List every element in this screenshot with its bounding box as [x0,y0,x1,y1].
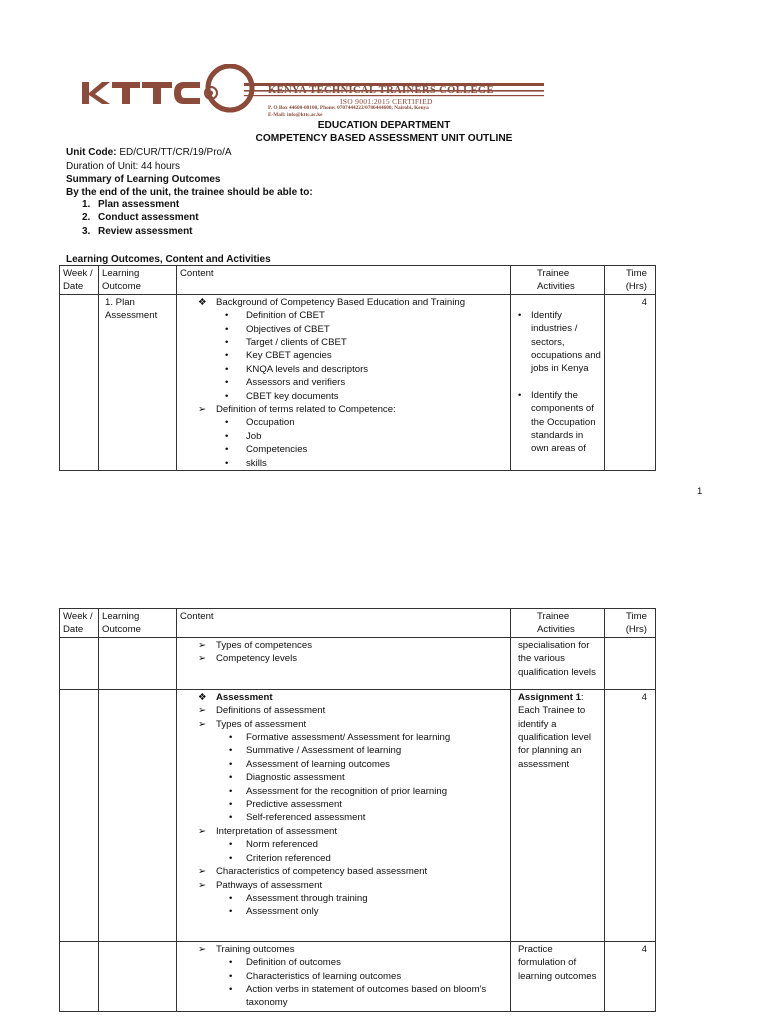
bullet-icon: • [229,906,233,918]
bullet-icon: • [229,758,233,770]
table-row [60,941,656,1011]
outline-title: COMPETENCY BASED ASSESSMENT UNIT OUTLINE [255,133,513,144]
list-item [180,639,507,652]
objective-item [82,198,199,211]
table-heading: Learning Outcomes, Content and Activities [66,253,271,265]
table-row [60,294,656,470]
activities-cell [511,941,605,1011]
content-text: Assessment only [246,906,319,918]
week-cell [60,941,99,1011]
header-trainee-activities: Trainee Activities [511,609,605,638]
list-item [180,718,507,731]
list-item [180,363,507,376]
content-text: Characteristics of competency based assessment [216,866,428,878]
list-item [180,457,507,470]
content-text: CBET key documents [246,390,339,402]
unit-duration: Duration of Unit: 44 hours [66,160,180,172]
page-number: 1 [697,486,703,497]
content-text: Self-referenced assessment [246,812,366,824]
content-cell [177,689,511,941]
list-item [180,825,507,838]
list-item [180,731,507,744]
time-cell: 4 [605,294,656,470]
bullet-icon: • [225,430,229,442]
content-text: Key CBET agencies [246,350,332,362]
bullet-icon: • [225,457,229,469]
content-text: Target / clients of CBET [246,337,347,349]
list-item [180,970,507,983]
activity-text: specialisation for the various qualification levels [518,639,596,678]
bullet-icon: • [229,799,233,811]
time-cell: 4 [605,689,656,941]
list-item [180,390,507,403]
arrow-bullet-icon: ➢ [198,653,207,665]
content-text: Assessment through training [246,892,368,904]
table-header-row [60,609,656,638]
content-text: Definitions of assessment [216,705,326,717]
arrow-bullet-icon: ➢ [198,879,207,891]
arrow-bullet-icon: ➢ [198,404,207,416]
bullet-icon: • [229,785,233,797]
content-text: Definition of CBET [246,310,325,322]
college-address: P. O Box 44600-00100, Phone: 0707444222/0786444600, Nairobi, Kenya [268,105,429,111]
college-email: E-Mail: info@kttc.ac.ke [268,111,323,118]
content-list [180,943,507,1010]
week-cell [60,637,99,689]
time-cell [605,637,656,689]
content-text: Diagnostic assessment [246,772,345,784]
bullet-icon: • [229,852,233,864]
content-text: Assessment [216,691,273,703]
department-title: EDUCATION DEPARTMENT [317,120,451,131]
arrow-bullet-icon: ➢ [198,943,207,955]
list-item [180,376,507,389]
objective-text: Conduct assessment [98,212,199,224]
activities-cell [511,294,605,470]
content-text: Pathways of assessment [216,879,323,891]
list-item [180,349,507,362]
list-item [180,403,507,416]
iso-certification: ISO 9001:2015 CERTIFIED [340,97,433,106]
list-item [180,892,507,905]
content-text: Interpretation of assessment [216,825,338,837]
arrow-bullet-icon: ➢ [198,825,207,837]
arrow-bullet-icon: ➢ [198,705,207,717]
content-text: Summative / Assessment of learning [246,745,402,757]
table-header-row [60,266,656,295]
unit-code [66,146,232,159]
unit-code-value: ED/CUR/TT/CR/19/Pro/A [116,147,232,158]
content-text: Action verbs in statement of outcomes based on bloom's taxonomy [246,984,487,1009]
content-text: Occupation [246,417,295,429]
activity-text: Identify industries / sectors, occupations and jobs in Kenya [531,309,601,375]
assignment-colon: : [580,691,584,703]
time-cell: 4 [605,941,656,1011]
list-item [180,758,507,771]
bullet-icon: • [518,389,522,401]
outcome-cell [99,941,177,1011]
bullet-icon: • [229,970,233,982]
objective-number: 2. [82,212,91,224]
list-item [180,811,507,824]
content-text: Criterion referenced [246,852,331,864]
header-outcome: Learning Outcome [99,266,177,295]
bullet-icon: • [225,363,229,375]
bullet-icon: • [229,772,233,784]
content-list [180,639,507,666]
content-text: Competencies [246,444,308,456]
list-item [180,744,507,757]
bullet-icon: • [225,337,229,349]
content-text: Formative assessment/ Assessment for learning [246,732,451,744]
header-time: Time (Hrs) [605,609,656,638]
college-name: KENYA TECHNICAL TRAINERS COLLEGE [268,85,494,96]
content-text: Types of competences [216,639,312,651]
list-item [180,336,507,349]
diamond-bullet-icon: ❖ [198,691,207,703]
list-item [514,389,601,456]
bullet-icon: • [518,309,522,321]
content-text: Norm referenced [246,839,318,851]
list-item [180,691,507,704]
content-text: Types of assessment [216,718,307,730]
bullet-icon: • [229,957,233,969]
list-item [180,309,507,322]
header-content: Content [177,609,511,638]
content-list [180,691,507,919]
outline-table-1 [59,265,656,471]
list-item [514,309,601,376]
bullet-icon: • [229,812,233,824]
arrow-bullet-icon: ➢ [198,718,207,730]
list-item [180,879,507,892]
outcome-cell [99,294,177,470]
arrow-bullet-icon: ➢ [198,639,207,651]
diamond-bullet-icon: ❖ [198,296,207,308]
list-item [180,983,507,1010]
content-text: Assessment of learning outcomes [246,758,390,770]
bullet-icon: • [225,350,229,362]
bullet-icon: • [225,310,229,322]
header-trainee-activities: Trainee Activities [511,266,605,295]
list-item [180,443,507,456]
bullet-icon: • [225,417,229,429]
objective-text: Review assessment [98,225,193,237]
list-item [180,956,507,969]
content-text: Characteristics of learning outcomes [246,970,402,982]
content-text: Objectives of CBET [246,323,330,335]
content-text: Definition of outcomes [246,957,341,969]
assignment-label: Assignment 1 [518,691,581,703]
week-cell [60,294,99,470]
bullet-icon: • [229,892,233,904]
bullet-icon: • [225,323,229,335]
summary-heading: Summary of Learning Outcomes [66,173,221,185]
outline-table-2 [59,608,656,1012]
unit-code-label: Unit Code: [66,147,117,158]
content-text: Job [246,430,262,442]
objective-item [82,225,199,238]
header-outcome: Learning Outcome [99,609,177,638]
content-text: KNQA levels and descriptors [246,363,369,375]
bullet-icon: • [225,390,229,402]
objective-item [82,211,199,224]
table-row [60,637,656,689]
list-item [180,771,507,784]
activities-cell [511,637,605,689]
outcome-cell [99,689,177,941]
bullet-icon: • [229,839,233,851]
week-cell [60,689,99,941]
assignment-text: Each Trainee to identify a qualification level for planning an assessment [518,705,592,770]
list-item [180,430,507,443]
header-content: Content [177,266,511,295]
header-time: Time (Hrs) [605,266,656,295]
bullet-icon: • [225,377,229,389]
objective-text: Plan assessment [98,199,180,210]
content-text: Predictive assessment [246,799,342,811]
table-row [60,689,656,941]
content-list [180,296,507,470]
list-item [180,852,507,865]
list-item [180,652,507,665]
content-text: Definition of terms related to Competence: [216,404,396,416]
content-text: Background of Competency Based Education and Training [216,296,466,308]
content-text: Training outcomes [216,943,295,955]
objectives-list [82,198,199,238]
content-text: skills [246,457,267,469]
header-week: Week / Date [60,609,99,638]
list-item [180,865,507,878]
arrow-bullet-icon: ➢ [198,866,207,878]
list-item [180,838,507,851]
outcome-cell [99,637,177,689]
bullet-icon: • [229,984,233,996]
list-item [180,704,507,717]
activity-text: Practice formulation of learning outcomes [518,943,597,982]
activity-text: Identify the components of the Occupation standards in own areas of [531,389,596,455]
content-cell [177,637,511,689]
assignment-block [514,691,601,771]
content-cell [177,294,511,470]
content-text: Assessment for the recognition of prior learning [246,785,448,797]
content-text: Competency levels [216,653,298,665]
header-week: Week / Date [60,266,99,295]
objective-number: 1. [82,199,91,210]
activities-list [514,309,601,456]
content-cell [177,941,511,1011]
outcome-text: 1. Plan Assessment [105,296,158,322]
list-item [180,785,507,798]
list-item [180,943,507,956]
content-text: Assessors and verifiers [246,377,346,389]
objectives-intro: By the end of the unit, the trainee should be able to: [66,186,313,198]
list-item [180,416,507,429]
objective-number: 3. [82,225,91,237]
activities-cell [511,689,605,941]
list-item [180,323,507,336]
list-item [180,296,507,309]
bullet-icon: • [225,444,229,456]
bullet-icon: • [229,745,233,757]
list-item [180,905,507,918]
list-item [180,798,507,811]
bullet-icon: • [229,732,233,744]
